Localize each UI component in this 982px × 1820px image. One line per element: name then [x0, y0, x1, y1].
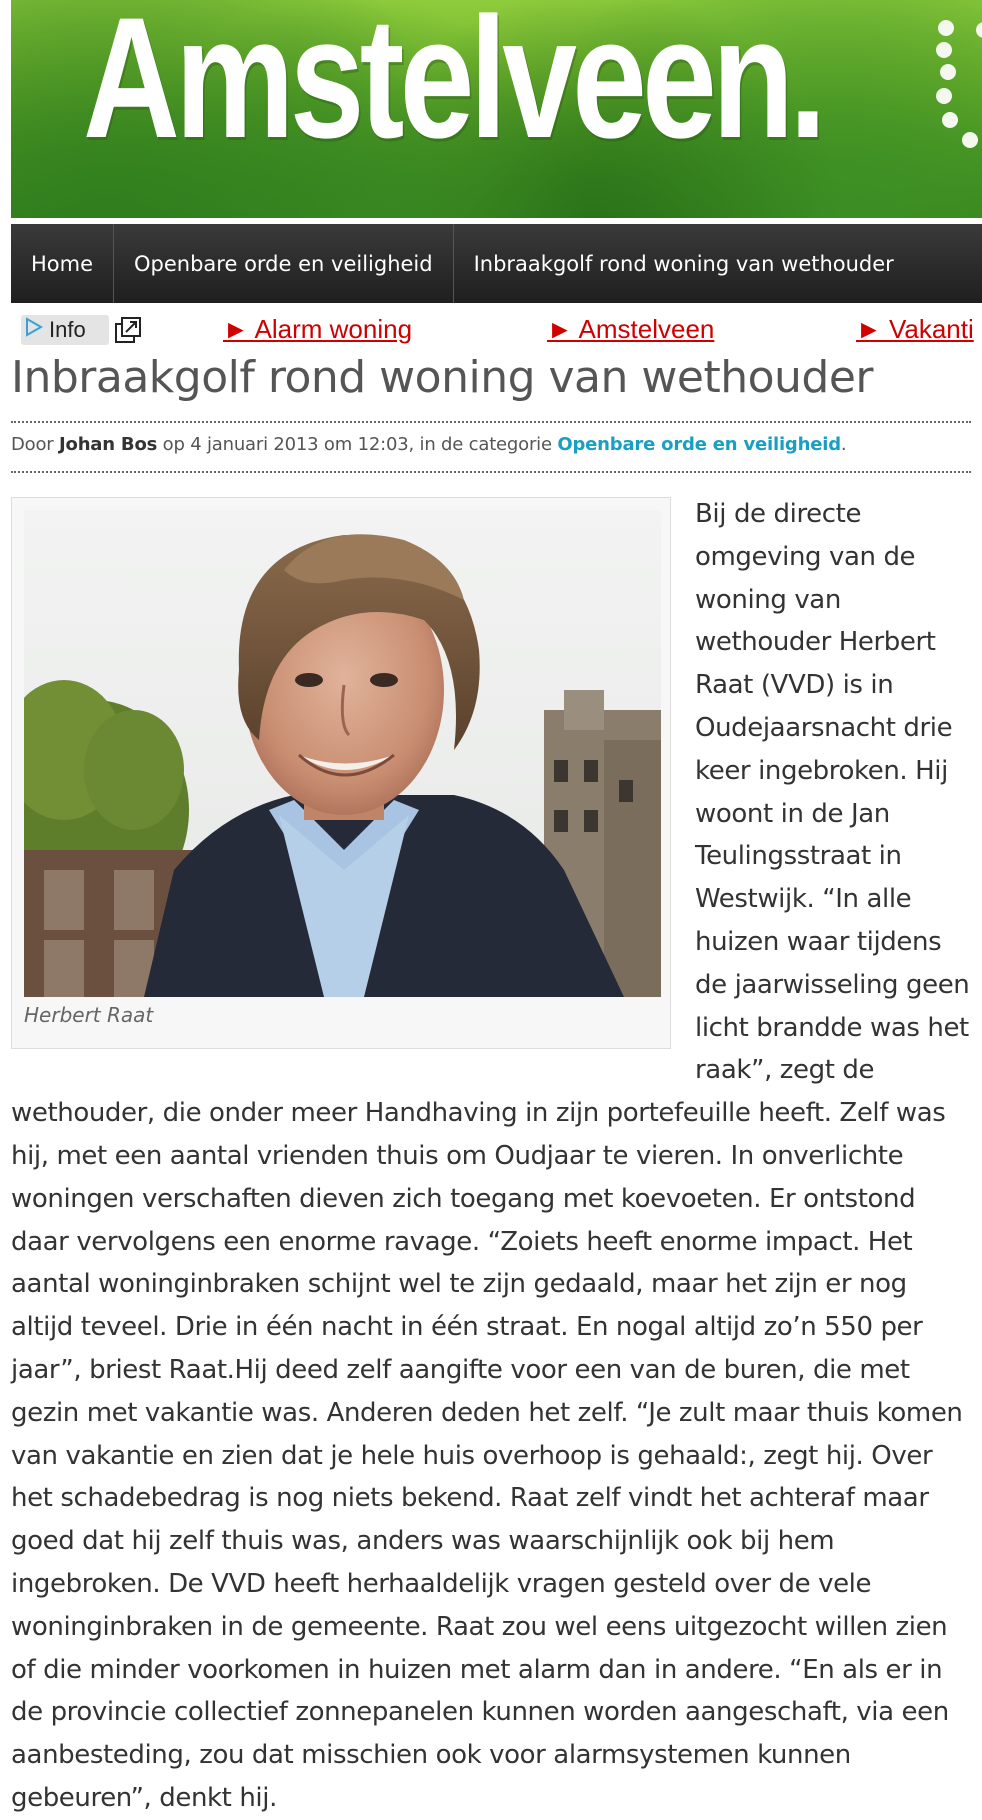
nav-item-openbare-orde[interactable]: Openbare orde en veiligheid	[114, 224, 454, 303]
ad-info-label: Info	[49, 317, 86, 342]
portrait-photo[interactable]	[24, 510, 661, 997]
byline-suffix: .	[840, 434, 847, 455]
ad-link-amstelveen[interactable]: ► Amstelveen	[547, 314, 715, 344]
article-figure	[11, 497, 671, 1049]
ad-links-bar	[20, 312, 982, 352]
site-header-banner[interactable]	[11, 0, 982, 218]
nav-item-home[interactable]: Home	[11, 224, 114, 303]
byline-date: op 4 januari 2013 om 12:03, in de categorie	[162, 434, 552, 455]
site-logo: Amstelveen.	[83, 0, 822, 174]
logo-dots-decoration	[936, 20, 982, 150]
ad-link-alarm-woning[interactable]: ► Alarm woning	[223, 314, 413, 344]
byline-author: Johan Bos	[59, 434, 158, 455]
title-divider	[11, 421, 971, 423]
nav-item-current-article[interactable]: Inbraakgolf rond woning van wethouder	[473, 251, 894, 276]
article-title: Inbraakgolf rond woning van wethouder	[11, 352, 873, 403]
ad-info-button[interactable]	[21, 315, 109, 345]
image-caption: Herbert Raat	[24, 1003, 154, 1027]
external-link-icon[interactable]	[114, 316, 142, 344]
main-navigation	[11, 224, 982, 303]
byline-prefix: Door	[11, 434, 54, 455]
byline-divider	[11, 471, 971, 473]
ad-link-vakantie[interactable]: ► Vakanti	[856, 314, 974, 344]
article-byline	[11, 434, 846, 455]
play-triangle-icon	[25, 317, 43, 343]
article-body-text: Bij de directe omgeving van de woning van wethouder Herbert Raat (VVD) is in Oudejaarsnacht drie keer ingebroken. Hij woont in de Jan Teulingsstraat in Westwijk. “In alle huizen waar tijdens de jaarwisseling geen licht brandde was het raak”, zegt de wethouder, die onder meer Handhaving in zijn portefeuille heeft. Zelf was hij, met een aantal vrienden thuis om Oudjaar te vieren. In onverlichte woningen verschaften dieven zich toegang met koevoeten. Er ontstond daar vervolgens een enorme ravage. “Zoiets heeft enorme impact. Het aantal woninginbraken schijnt wel te zijn gedaald, maar het zijn er nog altijd teveel. Drie in één nacht in één straat. En nogal altijd zo’n 550 per jaar”, briest Raat.Hij deed zelf aangifte voor een van de buren, die met gezin met vakantie was. Anderen deden het zelf. “Je zult maar thuis komen van vakantie en zien dat je hele huis overhoop is gehaald:, zegt hij. Over het schadebedrag is nog niets bekend. Raat zelf vindt het achteraf maar goed dat hij zelf thuis was, anders was waarschijnlijk ook bij hem ingebroken. De VVD heeft herhaaldelijk vragen gesteld over de vele woninginbraken in de gemeente. Raat zou wel eens uitgezocht willen zien of die minder voorkomen in huizen met alarm dan in andere. “En als er in de provincie collectief zonnepanelen kunnen worden aangeschaft, via een aanbesteding, zou dat misschien ook voor alarmsystemen kunnen gebeuren”, denkt hij.	[11, 499, 970, 1813]
byline-category-link[interactable]: Openbare orde en veiligheid	[557, 434, 841, 455]
